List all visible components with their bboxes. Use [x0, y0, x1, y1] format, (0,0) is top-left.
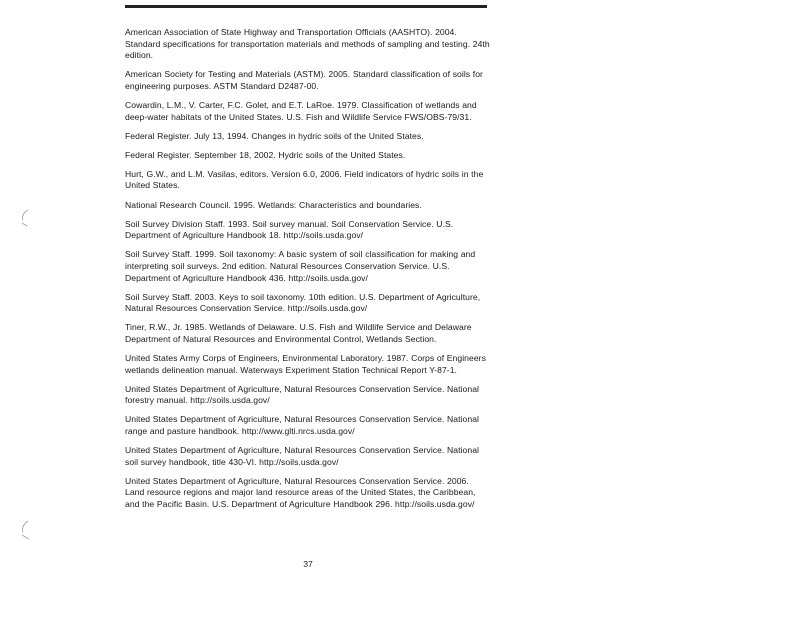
reference-item — [125, 414, 490, 437]
page-number: 37 — [303, 559, 313, 569]
reference-item — [125, 322, 490, 345]
reference-item — [125, 249, 490, 284]
reference-text: Soil Survey Division Staff. 1993. Soil survey manual. Soil Conservation Service. U.S. Department of Agriculture Handbook 18. http://soils.usda.gov/ — [125, 218, 454, 241]
reference-text: Soil Survey Staff. 2003. Keys to soil taxonomy. 10th edition. U.S. Department of Agriculture, Natural Resources Conservation Service. http://soils.usda.gov/ — [125, 291, 481, 314]
reference-text: United States Department of Agriculture, Natural Resources Conservation Service. 2006. Land resource regions and major land resource areas of the United States, the Caribbean, and the Pacific Basin. U.S. Department of Agriculture Handbook 296. http://soils.usda.gov/ — [125, 475, 476, 509]
reference-text: Federal Register. July 13, 1994. Changes in hydric soils of the United States. — [125, 130, 424, 141]
reference-item — [125, 169, 490, 192]
reference-text: Cowardin, L.M., V. Carter, F.C. Golet, and E.T. LaRoe. 1979. Classification of wetlands and deep-water habitats of the United States. U.S. Fish and Wildlife Service FWS/OBS-79/31. — [125, 99, 477, 122]
reference-item — [125, 476, 490, 511]
reference-item — [125, 445, 490, 468]
reference-text: National Research Council. 1995. Wetlands: Characteristics and boundaries. — [125, 199, 422, 210]
reference-text: United States Department of Agriculture, Natural Resources Conservation Service. National range and pasture handbook. http://www.glti.nrcs.usda.gov/ — [125, 414, 479, 436]
reference-item — [125, 69, 490, 92]
binding-hole-mark — [20, 520, 30, 540]
reference-item — [125, 219, 490, 242]
reference-text: Federal Register. September 18, 2002. Hydric soils of the United States. — [125, 149, 406, 160]
reference-item — [125, 131, 490, 143]
reference-text: Soil Survey Staff. 1999. Soil taxonomy: A basic system of soil classification for making and interpreting soil surveys. 2nd edition. Natural Resources Conservation Service. U.S. Department of Agriculture Handbook 436. http://soils.usda.gov/ — [125, 249, 476, 283]
reference-item — [125, 353, 490, 376]
reference-item — [125, 150, 490, 162]
reference-text: American Society for Testing and Materials (ASTM). 2005. Standard classification of soils for engineering purposes. ASTM Standard D2487-00. — [125, 69, 483, 91]
reference-item — [125, 27, 490, 62]
reference-item — [125, 292, 490, 315]
reference-item — [125, 100, 490, 123]
reference-item — [125, 200, 490, 212]
reference-text: American Association of State Highway and Transportation Officials (AASHTO). 2004. Standard specifications for transportation materials and methods of sampling and testing. 24th edition. — [125, 27, 490, 61]
binding-hole-mark — [20, 208, 30, 228]
reference-text: Hurt, G.W., and L.M. Vasilas, editors. Version 6.0, 2006. Field indicators of hydric soils in the United States. — [125, 168, 484, 191]
top-rule — [125, 5, 487, 8]
reference-text: United States Army Corps of Engineers, Environmental Laboratory. 1987. Corps of Engineers wetlands delineation manual. Waterways Experiment Station Technical Report Y-87-1. — [125, 352, 486, 375]
reference-list — [125, 27, 490, 518]
reference-item — [125, 384, 490, 407]
reference-text: United States Department of Agriculture, Natural Resources Conservation Service. National soil survey handbook, title 430-VI. http://soils.usda.gov/ — [125, 445, 479, 467]
reference-text: United States Department of Agriculture, Natural Resources Conservation Service. National forestry manual. http://soils.usda.gov/ — [125, 383, 479, 406]
reference-text: Tiner, R.W., Jr. 1985. Wetlands of Delaware. U.S. Fish and Wildlife Service and Delaware Department of Natural Resources and Environmental Control, Wetlands Section. — [125, 322, 472, 344]
